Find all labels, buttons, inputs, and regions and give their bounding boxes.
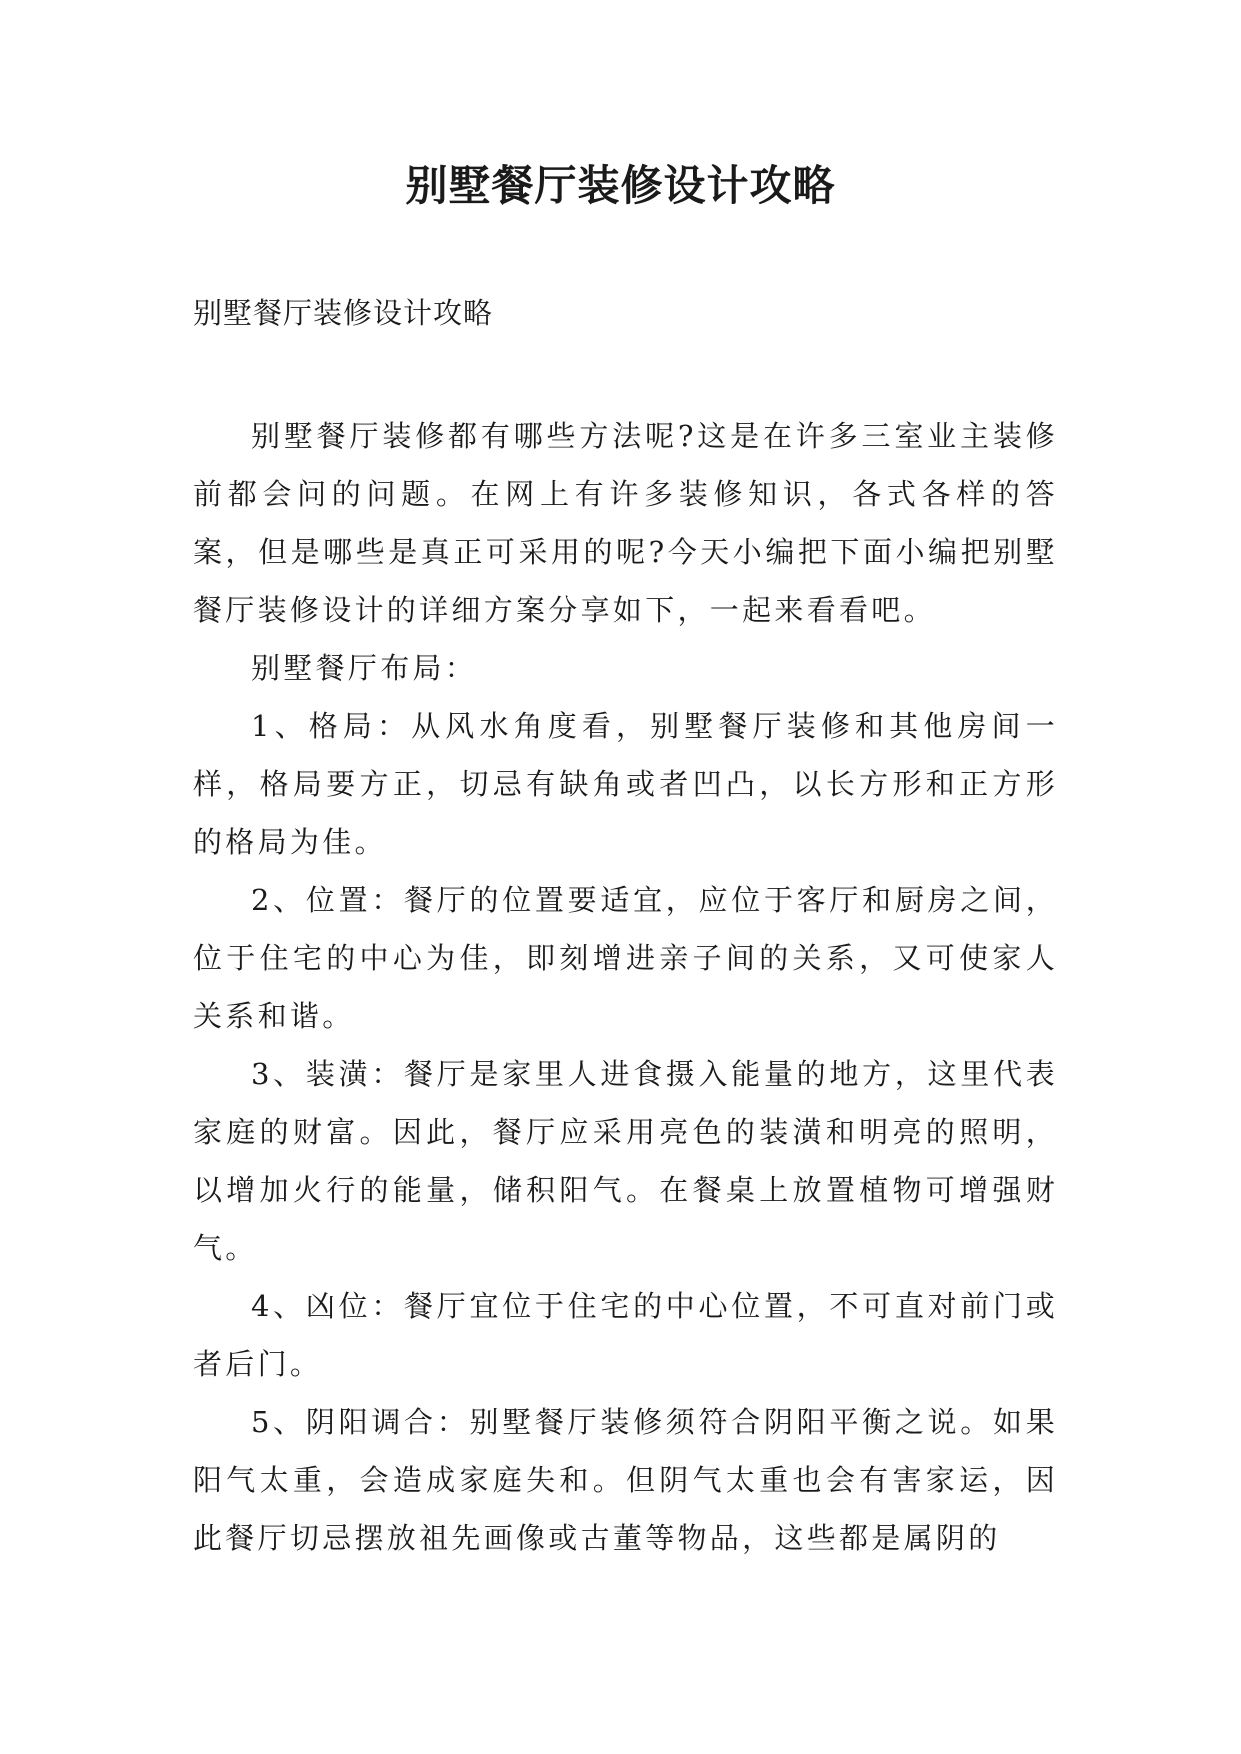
paragraph-intro: 别墅餐厅装修都有哪些方法呢?这是在许多三室业主装修前都会问的问题。在网上有许多装修知识，各式各样的答案，但是哪些是真正可采用的呢?今天小编把下面小编把别墅餐厅装修设计的详细方案分享如下，一起来看看吧。 (193, 419, 1058, 627)
paragraph-item-1: 1、格局：从风水角度看，别墅餐厅装修和其他房间一样，格局要方正，切忌有缺角或者凹凸，以长方形和正方形的格局为佳。 (193, 709, 1058, 859)
paragraph-layout-heading: 别墅餐厅布局： (251, 651, 478, 685)
document-body (193, 407, 1058, 1567)
paragraph-item-2: 2、位置：餐厅的位置要适宜，应位于客厅和厨房之间，位于住宅的中心为佳，即刻增进亲子间的关系，又可使家人关系和谐。 (193, 883, 1058, 1033)
paragraph-item-5: 5、阴阳调合：别墅餐厅装修须符合阴阳平衡之说。如果阳气太重，会造成家庭失和。但阴气太重也会有害家运，因此餐厅切忌摆放祖先画像或古董等物品，这些都是属阴的 (193, 1405, 1058, 1555)
paragraph-item-3: 3、装潢：餐厅是家里人进食摄入能量的地方，这里代表家庭的财富。因此，餐厅应采用亮色的装潢和明亮的照明，以增加火行的能量，储积阳气。在餐桌上放置植物可增强财气。 (193, 1057, 1058, 1265)
document-subtitle: 别墅餐厅装修设计攻略 (193, 296, 494, 330)
document-title: 别墅餐厅装修设计攻略 (405, 161, 836, 210)
paragraph-item-4: 4、凶位：餐厅宜位于住宅的中心位置，不可直对前门或者后门。 (193, 1289, 1058, 1381)
